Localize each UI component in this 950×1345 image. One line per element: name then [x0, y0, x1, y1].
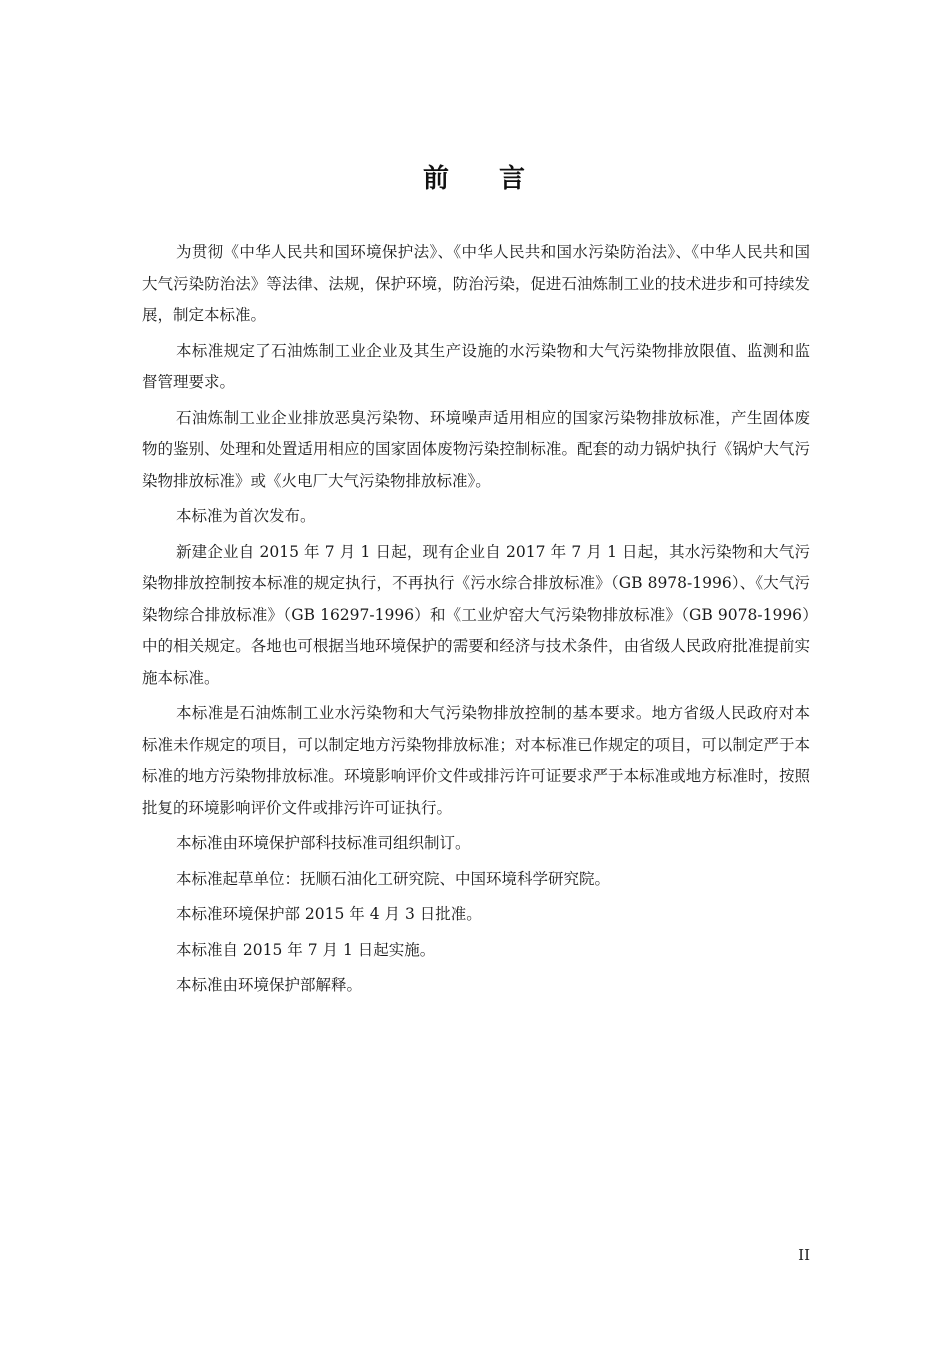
page-number: II [798, 1246, 810, 1264]
paragraph-basic-requirements: 本标准是石油炼制工业水污染物和大气污染物排放控制的基本要求。地方省级人民政府对本标准未作规定的项目，可以制定地方污染物排放标准；对本标准已作规定的项目，可以制定严于本标准的地方污染物排放标准。环境影响评价文件或排污许可证要求严于本标准或地方标准时，按照批复的环境影响评价文件或排污许可证执行。 [142, 704, 810, 817]
title-char-2: 言 [499, 164, 528, 194]
page-title [0, 158, 950, 195]
title-char-1: 前 [422, 164, 451, 194]
paragraph-interpretation: 本标准由环境保护部解释。 [176, 976, 363, 994]
paragraph-purpose: 为贯彻《中华人民共和国环境保护法》、《中华人民共和国水污染防治法》、《中华人民共和国大气污染防治法》等法律、法规，保护环境，防治污染，促进石油炼制工业的技术进步和可持续发展，制定本标准。 [142, 243, 810, 324]
paragraph-implementation-date: 本标准自 2015 年 7 月 1 日起实施。 [176, 940, 436, 959]
paragraph-effective-dates: 新建企业自 2015 年 7 月 1 日起，现有企业自 2017 年 7 月 1 日起，其水污染物和大气污染物排放控制按本标准的规定执行，不再执行《污水综合排放标准》（GB 8978-1996）、《大气污染物综合排放标准》（GB 16297-1996）和《工业炉窑大气污染物排放标准》（GB 9078-1996）中的相关规定。各地也可根据当地环境保护的需要和经济与技术条件，由省级人民政府批准提前实施本标准。 [142, 542, 810, 687]
foreword-body [142, 237, 810, 1006]
paragraph-organizer: 本标准由环境保护部科技标准司组织制订。 [176, 834, 471, 852]
paragraph-first-release: 本标准为首次发布。 [176, 507, 316, 525]
paragraph-drafting-units: 本标准起草单位：抚顺石油化工研究院、中国环境科学研究院。 [176, 869, 611, 888]
paragraph-applicability: 石油炼制工业企业排放恶臭污染物、环境噪声适用相应的国家污染物排放标准，产生固体废物的鉴别、处理和处置适用相应的国家固体废物污染控制标准。配套的动力锅炉执行《锅炉大气污染物排放标准》或《火电厂大气污染物排放标准》。 [142, 408, 810, 490]
paragraph-scope: 本标准规定了石油炼制工业企业及其生产设施的水污染物和大气污染物排放限值、监测和监督管理要求。 [142, 341, 810, 391]
paragraph-approval-date: 本标准环境保护部 2015 年 4 月 3 日批准。 [176, 905, 482, 923]
